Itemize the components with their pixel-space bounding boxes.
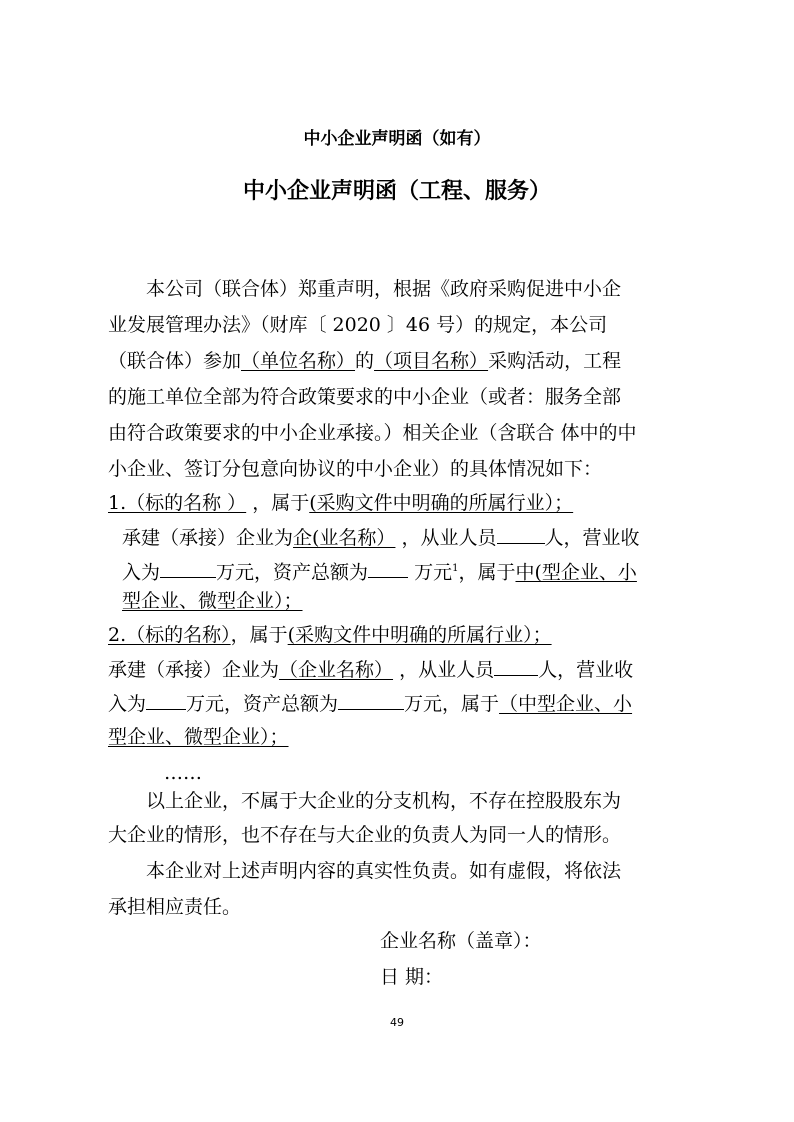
paragraph-1-line-1: 本公司（联合体）郑重声明，根据《政府采购促进中小企	[146, 278, 622, 300]
item-1-assets-blank	[368, 558, 408, 578]
item-2-line-2	[108, 656, 633, 683]
signature-company-name: 企业名称（盖章）：	[380, 930, 542, 952]
paragraph-1-line-3	[108, 348, 621, 374]
text-segment: ，属于	[458, 561, 516, 584]
paragraph-3-line-1: 本企业对上述声明内容的真实性负责。如有虚假，将依法	[146, 860, 622, 882]
item-2-company-field: （企业名称）	[279, 659, 394, 681]
text-segment: ，属于	[230, 624, 288, 646]
paragraph-1-line-2: 业发展管理办法》（财库〔 2020 〕46 号）的规定，本公司	[108, 314, 608, 336]
text-segment: 人，营业收	[538, 659, 634, 681]
text-segment: 入为	[122, 561, 161, 584]
paragraph-2-line-2: 大企业的情形，也不存在与大企业的负责人为同一人的情形。	[108, 824, 622, 846]
footnote-marker: 1	[452, 563, 459, 574]
paragraph-3-line-2: 承担相应责任。	[108, 896, 242, 918]
paragraph-1-line-4: 的施工单位全部为符合政策要求的中小企业（或者：服务全部	[108, 386, 622, 408]
item-2-size-field-cont: 型企业、微型企业）；	[108, 726, 289, 748]
text-segment: ，属于	[252, 492, 310, 514]
text-segment: 万元，资产总额为	[216, 561, 369, 584]
text-segment: 采购活动，工程	[488, 350, 622, 372]
item-1-line-4	[122, 588, 303, 614]
document-subtitle: 中小企业声明函（工程、服务）	[242, 179, 551, 204]
item-1-line-1	[108, 490, 573, 516]
item-2-employees-blank	[494, 656, 538, 676]
text-segment: 万元	[414, 561, 453, 584]
project-name-field: （项目名称）	[374, 350, 489, 372]
item-2-line-1	[108, 622, 552, 648]
text-segment: （联合体）参加	[108, 350, 242, 372]
item-1-size-field-cont: 型企业、微型企业）；	[122, 590, 303, 612]
item-2-line-4	[108, 724, 289, 750]
item-1-subject-field: 1.（标的名称 ）	[108, 492, 247, 514]
ellipsis: ……	[164, 762, 202, 784]
item-2-size-field: （中型企业、小	[499, 693, 633, 715]
text-segment: 入为	[108, 693, 147, 715]
signature-date: 日 期：	[380, 966, 444, 988]
page-number: 49	[390, 1016, 404, 1029]
document-title: 中小企业声明函（如有）	[303, 129, 491, 149]
item-2-line-3	[108, 690, 632, 717]
item-1-line-2	[122, 524, 640, 551]
text-segment: 承建（承接）企业为	[108, 659, 280, 681]
item-1-revenue-blank	[160, 558, 216, 578]
text-segment: ，从业人员	[399, 659, 495, 681]
text-segment: 的	[355, 350, 375, 372]
paragraph-1-line-6: 小企业、签订分包意向协议的中小企业）的具体情况如下：	[108, 458, 603, 480]
unit-name-field: （单位名称）	[241, 350, 356, 372]
text-segment: 人，营业收	[544, 527, 640, 549]
item-1-industry-field: (采购文件中明确的所属行业）；	[309, 492, 574, 514]
text-segment: 万元，资产总额为	[186, 693, 339, 715]
item-1-employees-blank	[497, 524, 545, 544]
item-2-assets-blank	[338, 690, 404, 710]
item-1-company-field: 企(业名称）	[293, 527, 396, 549]
item-2-industry-field: (采购文件中明确的所属行业）；	[287, 624, 552, 646]
item-2-revenue-blank	[146, 690, 186, 710]
paragraph-1-line-5: 由符合政策要求的中小企业承接。）相关企业（含联合 体中的中	[108, 422, 637, 444]
text-segment: 万元，属于	[404, 693, 500, 715]
paragraph-2-line-1: 以上企业，不属于大企业的分支机构，不存在控股股东为	[146, 790, 622, 812]
text-segment: ，从业人员	[401, 527, 497, 549]
item-2-subject-field: 2.（标的名称）	[108, 624, 231, 646]
item-1-size-field: 中(型企业、小	[515, 561, 637, 584]
text-segment: 承建（承接）企业为	[122, 527, 294, 549]
item-1-line-3	[122, 556, 637, 585]
